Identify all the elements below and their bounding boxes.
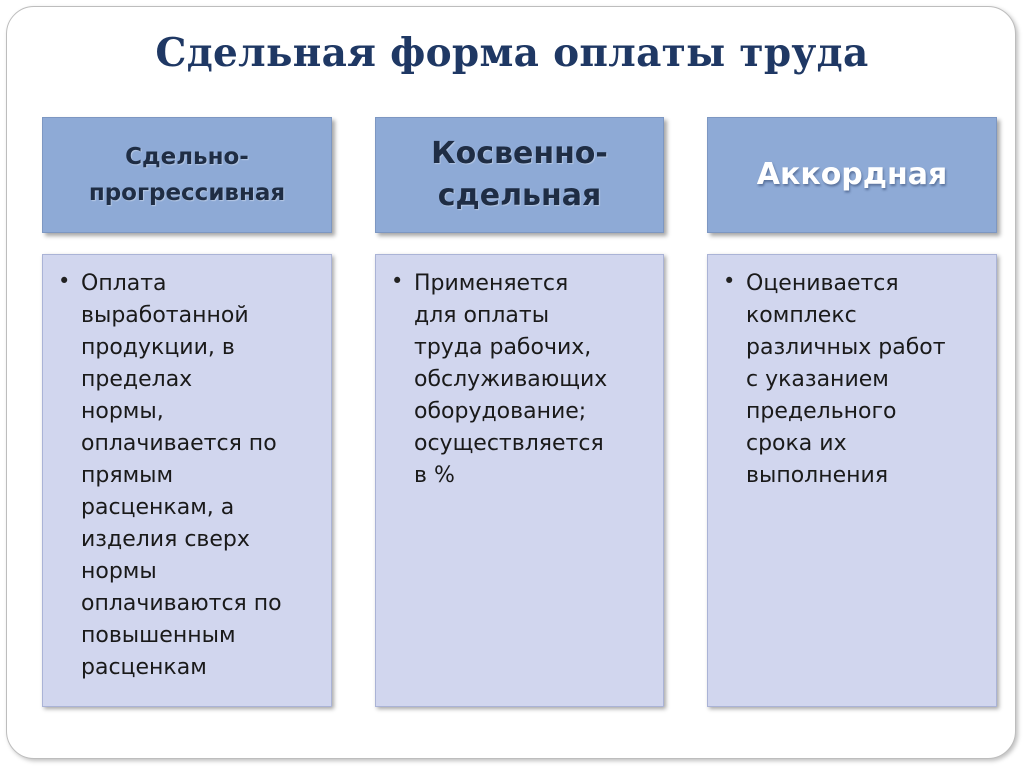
panel-lump-sum-text: Оценивается комплекс различных работ с указанием предельного срока их выполнения [746, 271, 946, 488]
bullet-icon: • [391, 269, 404, 293]
panel-lump-sum [707, 254, 997, 707]
slide-title: Сдельная форма оплаты труда [155, 30, 869, 76]
panel-piece-progressive [42, 254, 332, 707]
panel-indirect-piece [375, 254, 664, 707]
header-lump-sum [707, 117, 997, 233]
header-lump-sum-label: Аккордная [756, 157, 948, 192]
panel-indirect-piece-text: Применяется для оплаты труда рабочих, обслуживающих оборудование; осуществляется в % [414, 271, 608, 488]
header-indirect-piece [375, 117, 664, 233]
panel-piece-progressive-text: Оплата выработанной продукции, в пределах нормы, оплачивается по прямым расценкам, а изделия сверх нормы оплачиваются по повышенным расценкам [81, 271, 282, 680]
header-piece-progressive-label: Сдельно- прогрессивная [88, 144, 286, 206]
bullet-icon: • [58, 269, 71, 293]
bullet-icon: • [723, 269, 736, 293]
header-indirect-piece-label: Косвенно- сдельная [431, 136, 608, 213]
header-piece-progressive [42, 117, 332, 233]
